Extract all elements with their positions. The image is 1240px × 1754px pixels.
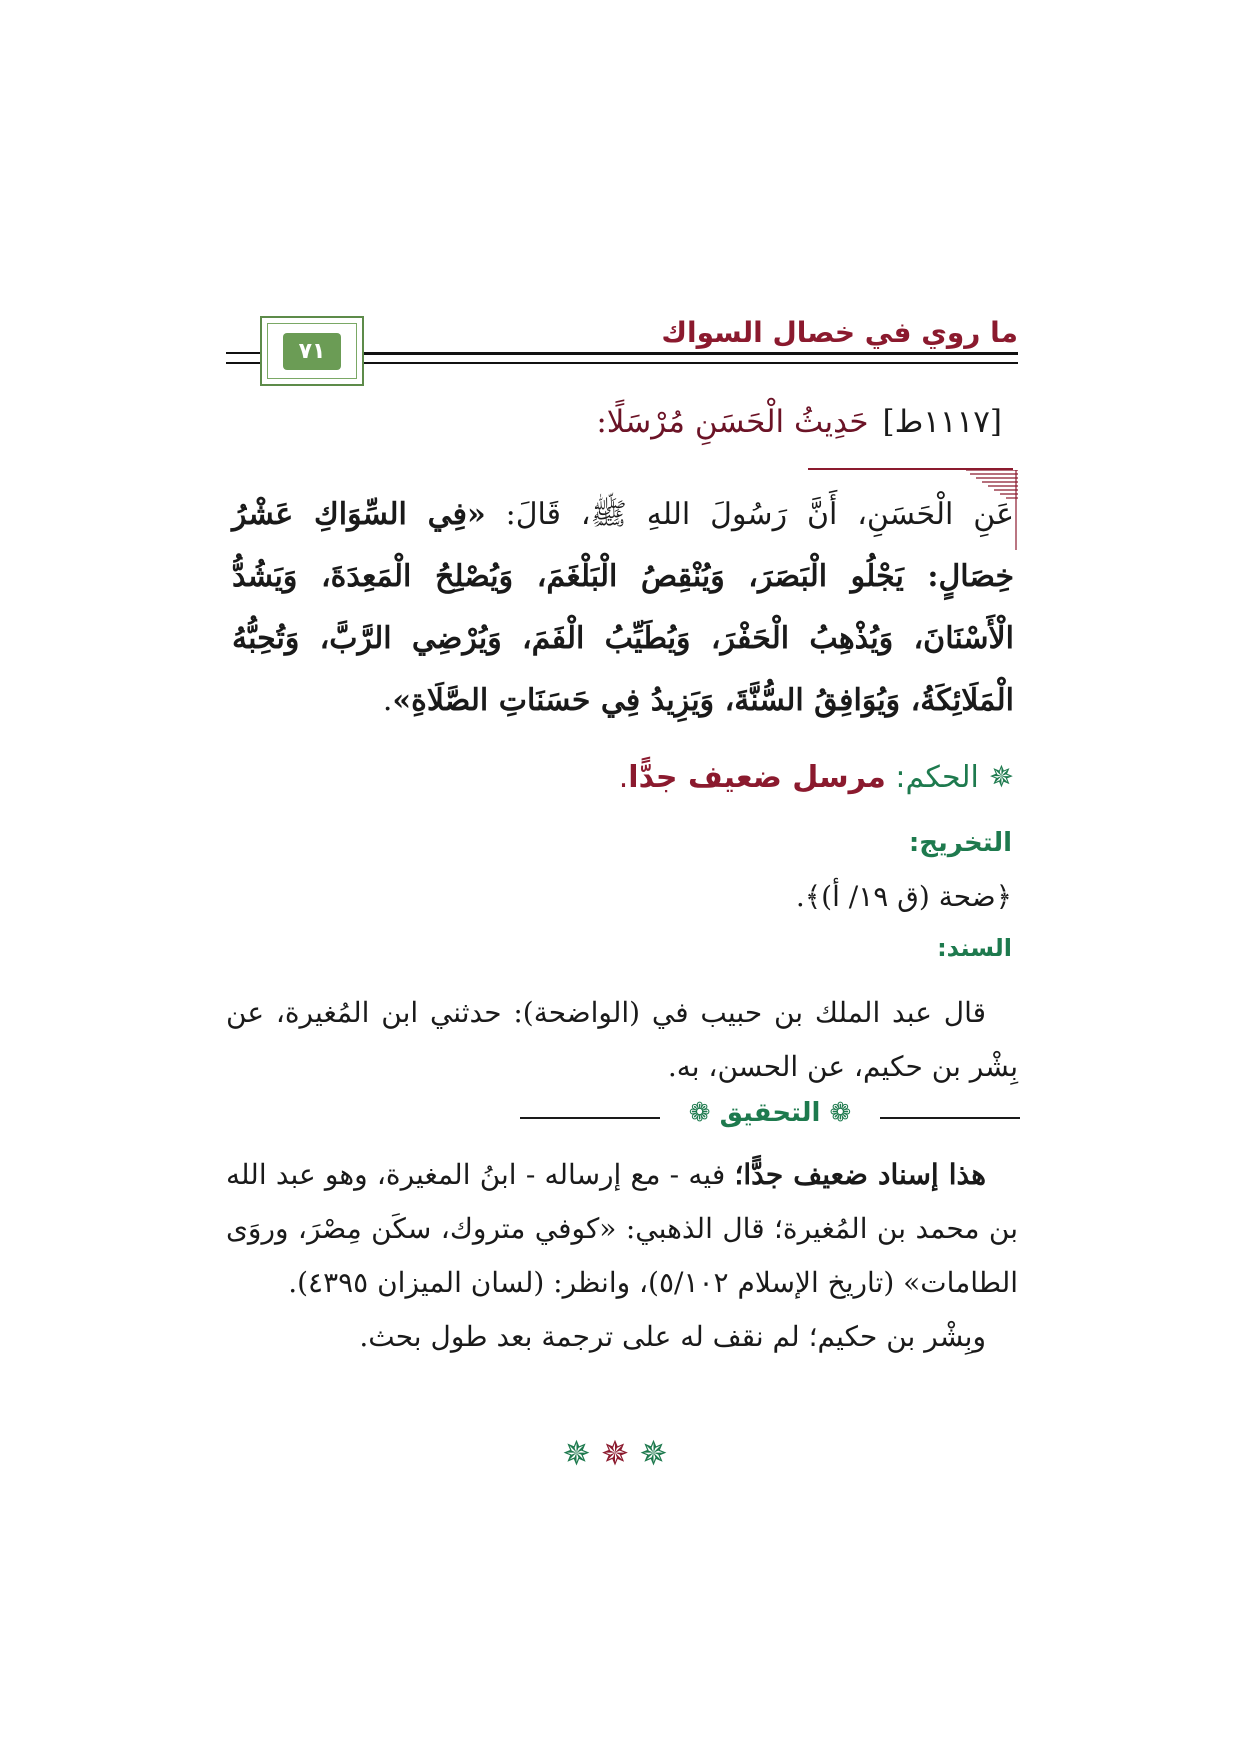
header-rule-top bbox=[364, 352, 1018, 355]
eight-point-star-icon: ✵ bbox=[562, 1434, 601, 1474]
hadith-title: حَدِيثُ الْحَسَنِ مُرْسَلًا: bbox=[596, 404, 869, 440]
ruling-line bbox=[619, 760, 1014, 795]
page-number: ٧١ bbox=[283, 333, 342, 370]
takhrij-text: ﴿ضحة (ق ١٩/ أ)﴾. bbox=[795, 880, 1012, 913]
header-rule-left-bottom bbox=[226, 362, 260, 364]
ruling-end: . bbox=[618, 760, 629, 795]
header-rule-left-top bbox=[226, 352, 260, 354]
tahqiq-lead: هذا إسناد ضعيف جدًّا؛ bbox=[734, 1158, 987, 1191]
eight-point-star-icon: ✵ bbox=[600, 1434, 640, 1474]
tahqiq-paragraph-1 bbox=[226, 1148, 1018, 1310]
tahqiq-paragraph-2: وبِشْر بن حكيم؛ لم نقف له على ترجمة بعد طول بحث. bbox=[359, 1320, 986, 1353]
tahqiq-title-text: التحقيق bbox=[719, 1098, 821, 1128]
ruling-label: الحكم: bbox=[895, 760, 979, 795]
takhrij-label: التخريج: bbox=[908, 828, 1012, 858]
sanad-label: السند: bbox=[937, 934, 1012, 962]
eight-point-star-icon: ✵ bbox=[639, 1434, 678, 1474]
ruling-value: مرسل ضعيف جدًّا bbox=[628, 760, 886, 795]
hadith-heading bbox=[596, 404, 1002, 440]
tahqiq-body: فيه - مع إرساله - ابنُ المغيرة، وهو عبد الله بن محمد بن المُغيرة؛ قال الذهبي: «كوفي متروك، سكَن مِصْرَ، وروَى الطامات» (تاريخ الإسلام ٥/١٠٢)، وانظر: (لسان الميزان ٤٣٩٥). bbox=[226, 1158, 1018, 1299]
tahqiq-title bbox=[520, 1098, 1020, 1128]
header-rule-bottom bbox=[364, 362, 1018, 364]
hadith-matn: «فِي السِّوَاكِ عَشْرُ خِصَالٍ: يَجْلُو الْبَصَرَ، وَيُنْقِصُ الْبَلْغَمَ، وَيُصْلِحُ الْمَعِدَةَ، وَيَشُدُّ الْأَسْنَانَ، وَيُذْهِبُ الْحَفْرَ، وَيُطَيِّبُ الْفَمَ، وَيُرْضِي الرَّبَّ، وَتُحِبُّهُ الْمَلَائِكَةُ، وَيُوَافِقُ السُّنَّةَ، وَيَزِيدُ فِي حَسَنَاتِ الصَّلَاةِ» bbox=[232, 497, 1014, 718]
hadith-number: [١١١٧ط] bbox=[882, 404, 1002, 440]
tahqiq-divider bbox=[520, 1098, 1020, 1138]
hadith-text bbox=[232, 484, 1014, 732]
eight-point-star-icon: ✵ bbox=[988, 760, 1014, 795]
page-number-frame bbox=[260, 316, 364, 386]
divider-ornament-icon: ❁ bbox=[820, 1098, 852, 1128]
running-header-title: ما روي في خصال السواك bbox=[661, 316, 1018, 349]
hadith-end: . bbox=[382, 683, 393, 718]
divider-ornament-icon: ❁ bbox=[688, 1098, 720, 1128]
end-ornaments bbox=[0, 1434, 1240, 1474]
hadith-intro: عَنِ الْحَسَنِ، أَنَّ رَسُولَ اللهِ ﷺ، قَالَ: bbox=[505, 497, 1014, 532]
sanad-text: قال عبد الملك بن حبيب في (الواضحة): حدثني ابن المُغيرة، عن بِشْر بن حكيم، عن الحسن، به. bbox=[226, 996, 1018, 1083]
